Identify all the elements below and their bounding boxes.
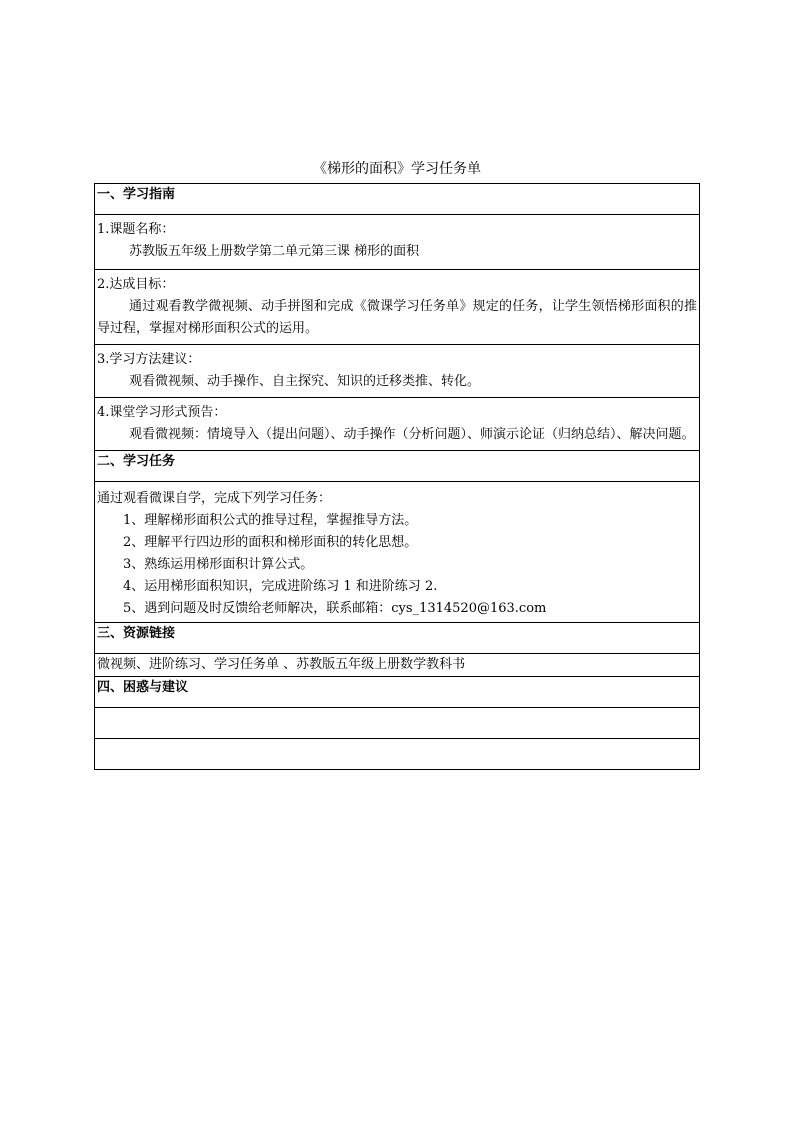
task-intro: 通过观看微课自学，完成下列学习任务： bbox=[97, 491, 332, 506]
resources-row bbox=[95, 654, 700, 677]
section-tasks-heading: 二、学习任务 bbox=[95, 451, 700, 482]
resources-text: 微视频、进阶练习、学习任务单 、苏教版五年级上册数学教科书 bbox=[95, 654, 700, 677]
method-row bbox=[95, 345, 700, 398]
feedback-empty-row bbox=[95, 739, 700, 770]
class-form-label: 4.课堂学习形式预告： bbox=[97, 405, 227, 420]
list-item: 5、遇到问题及时反馈给老师解决，联系邮箱：cys_1314520@163.com bbox=[123, 601, 547, 616]
section-tasks-row bbox=[95, 451, 700, 482]
class-form-value: 观看微视频：情境导入（提出问题）、动手操作（分析问题）、师演示论证（归纳总结）、解决问题。 bbox=[129, 427, 695, 442]
course-name-label: 1.课题名称： bbox=[97, 222, 175, 237]
section-guide-heading: 一、学习指南 bbox=[95, 184, 700, 215]
task-sheet-table bbox=[94, 183, 700, 770]
course-name-row bbox=[95, 215, 700, 270]
class-form-row bbox=[95, 398, 700, 451]
course-name-value: 苏教版五年级上册数学第二单元第三课 梯形的面积 bbox=[129, 244, 420, 259]
section-feedback-heading: 四、困惑与建议 bbox=[95, 677, 700, 708]
section-feedback-row bbox=[95, 677, 700, 708]
section-guide-row bbox=[95, 184, 700, 215]
section-resources-row bbox=[95, 623, 700, 654]
list-item: 3、熟练运用梯形面积计算公式。 bbox=[123, 557, 314, 572]
feedback-cell bbox=[95, 708, 700, 739]
method-label: 3.学习方法建议： bbox=[97, 352, 201, 367]
goal-value: 通过观看教学微视频、动手拼图和完成《微课学习任务单》规定的任务，让学生领悟梯形面积的推导过程，掌握对梯形面积公式的运用。 bbox=[97, 299, 697, 336]
feedback-cell bbox=[95, 739, 700, 770]
list-item: 1、理解梯形面积公式的推导过程，掌握推导方法。 bbox=[123, 513, 418, 528]
document-title: 《梯形的面积》学习任务单 bbox=[313, 161, 481, 177]
feedback-empty-row bbox=[95, 708, 700, 739]
section-resources-heading: 三、资源链接 bbox=[95, 623, 700, 654]
list-item: 4、运用梯形面积知识，完成进阶练习 1 和进阶练习 2. bbox=[123, 579, 438, 594]
list-item: 2、理解平行四边形的面积和梯形面积的转化思想。 bbox=[123, 535, 418, 550]
task-list-row bbox=[95, 482, 700, 623]
method-value: 观看微视频、动手操作、自主探究、知识的迁移类推、转化。 bbox=[129, 374, 481, 389]
goal-row bbox=[95, 270, 700, 345]
goal-label: 2.达成目标： bbox=[97, 277, 175, 292]
